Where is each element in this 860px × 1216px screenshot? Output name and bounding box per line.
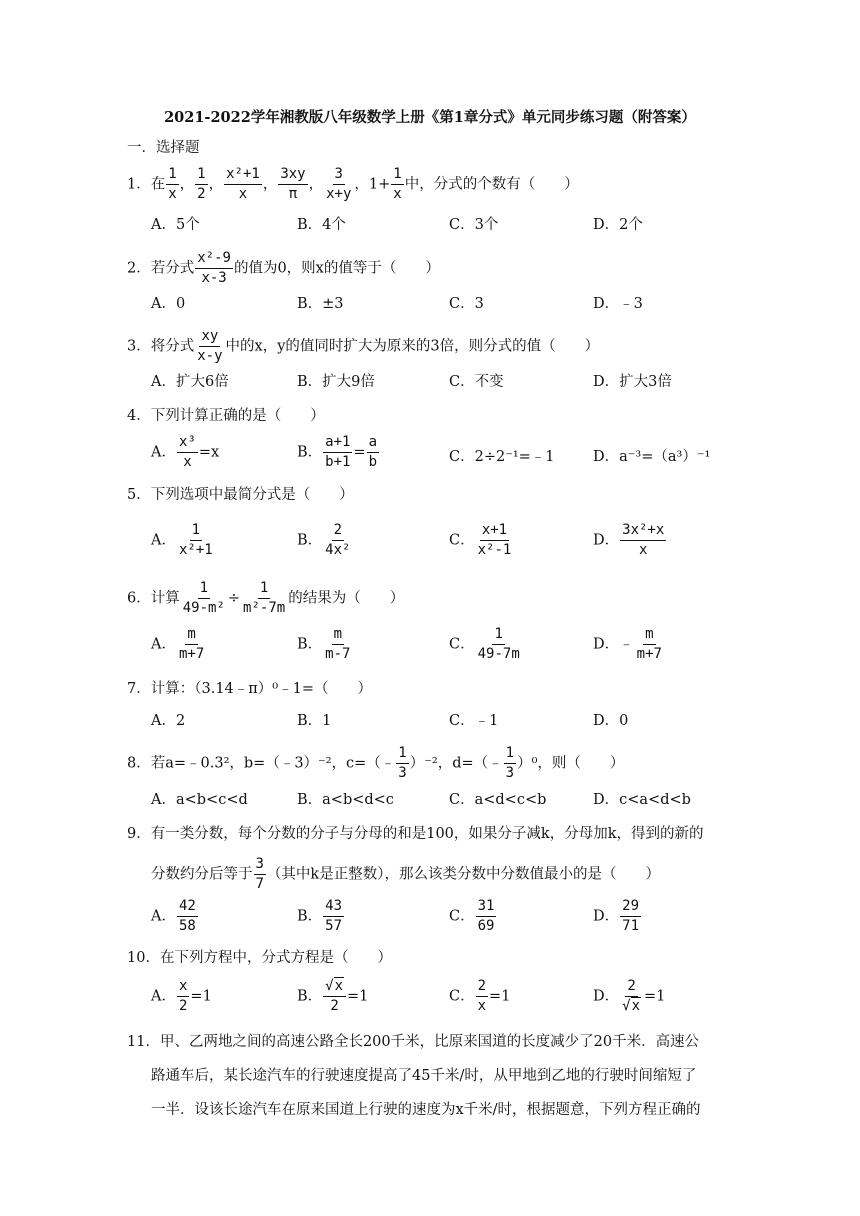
option-b: B． $\frac{m}{m-7}$ [297,626,351,662]
q-text: ）⁰，则（ ） [517,755,625,772]
question-3 [127,328,599,365]
option-c: C． $\frac{2}{x}$ =1 [449,978,511,1014]
option-a: A． $\frac{x}{2}$ =1 [151,978,212,1014]
fraction: $\frac{1}{\text{m²-7m}}$ [243,580,286,616]
option-a: A．扩大6倍 [151,374,229,390]
question-number: 7． [127,681,151,697]
fraction: $\frac{3}{x+y}$ [326,166,352,202]
question-number: 6． [127,590,151,607]
question-1 [127,166,579,203]
q-text: 的值为0，则x的值等于（ ） [233,260,440,277]
option-a: A． $\frac{42}{58}$ [151,898,196,934]
question-10 [127,946,392,967]
fraction: $\frac{xy}{x-y}$ [197,328,223,364]
sqrt-sign: √x [325,978,344,994]
q-text: 计算：（3.14﹣π）⁰﹣1=（ ） [150,681,372,697]
fraction: $\frac{1}{x}$ [393,166,402,202]
option-d: D．扩大3倍 [593,374,672,390]
option-d: D．﹣ $\frac{m}{m+7}$ [593,626,662,662]
q-text: 的结果为（ ） [288,590,405,607]
option-a: A． $\frac{m}{m+7}$ [151,626,205,662]
question-number: 4． [127,408,151,424]
fraction: $\frac{1}{2}$ [197,166,206,202]
page-title: 2021-2022学年湘教版八年级数学上册《第1章分式》单元同步练习题（附答案） [164,109,696,126]
option-c: C．﹣1 [449,713,499,729]
fraction: $\frac{3}{7}$ [255,856,264,892]
question-8 [127,745,624,782]
question-number: 11． [127,1034,160,1050]
question-5 [127,483,354,504]
option-b: B． $\frac{43}{57}$ [297,898,343,934]
option-d: D．﹣3 [593,296,643,312]
q-text: 若a=﹣0.3²，b=（﹣3）⁻²，c=（﹣ [150,755,396,772]
option-b: B．4个 [297,217,346,233]
q-text: 中的x，y的值同时扩大为原来的3倍，则分式的值（ ） [225,338,600,355]
q-text: 计算 [150,590,180,607]
option-c: C．3 [449,296,484,312]
option-b: B． $\frac{√x}{2}$ =1 [297,978,369,1014]
q-text: 甲、乙两地之间的高速公路全长200千米，比原来国道的长度减少了20千米．高速公 [159,1034,700,1050]
q-text: 在 [150,176,166,193]
q-text: 将分式 [150,338,195,355]
separator: ， [354,176,369,193]
fraction: $\frac{\text{x²-9}}{x-3}$ [197,250,231,286]
option-d: D． $\frac{2}{√x}$ =1 [593,978,666,1014]
q-text: ）⁻²，d=（﹣ [409,755,503,772]
question-number: 9． [127,826,151,842]
q-text: 分数约分后等于 [151,866,253,883]
q-text: 1+ [368,176,391,193]
option-c: C． $\frac{1}{49-7m}$ [449,626,520,662]
separator: ， [208,176,224,193]
option-d: D． $\frac{29}{71}$ [593,898,639,934]
fraction: $\frac{1}{3}$ [398,745,407,781]
option-a: A．5个 [151,217,200,233]
question-number: 10． [127,950,160,966]
separator: ， [262,176,278,193]
option-b: B．±3 [297,296,344,312]
question-7 [127,677,372,698]
option-b: B． $\frac{2}{\text{4x²}}$ [297,522,351,558]
option-d: D．c<a<d<b [593,792,691,808]
question-11-line-3: 一半．设该长途汽车在原来国道上行驶的速度为x千米/时，根据题意，下列方程正确的 [151,1102,701,1118]
option-c: C． $\frac{x+1}{\text{x²-1}}$ [449,522,512,558]
option-d: D．a⁻³=（a³）⁻¹ [593,449,711,465]
section-heading: 一．选择题 [127,140,200,156]
option-b: B． $\frac{a+1}{b+1}$ = $\frac{a}{b}$ [297,434,378,470]
option-c: C．3个 [449,217,499,233]
option-c: C．2÷2⁻¹=﹣1 [449,449,555,465]
fraction: $\frac{1}{x}$ [168,166,177,202]
option-c: C． $\frac{31}{69}$ [449,898,495,934]
q-text: 下列计算正确的是（ ） [150,408,325,424]
q-text: （其中k是正整数），那么该类分数中分数值最小的是（ ） [266,866,660,883]
q-text: 中，分式的个数有（ ） [404,176,579,193]
fraction: $\frac{3xy}{\pi}$ [280,166,306,202]
question-11-line-2: 路通车后，某长途汽车的行驶速度提高了45千米/时，从甲地到乙地的行驶时间缩短了 [151,1068,697,1084]
fraction: $\frac{\text{x²+1}}{x}$ [226,166,260,202]
option-a: A． $\frac{1}{\text{x²+1}}$ [151,522,213,558]
option-c: C．不变 [449,374,504,390]
option-b: B．扩大9倍 [297,374,375,390]
question-4 [127,404,325,425]
question-2 [127,250,440,287]
question-number: 1． [127,176,151,193]
option-a: A．0 [151,296,186,312]
option-a: A．2 [151,713,186,729]
separator: ， [308,176,324,193]
option-a: A． $\frac{\text{x³}}{x}$ =x [151,434,220,470]
divide-sign: ÷ [227,590,241,607]
option-a: A．a<b<c<d [151,792,248,808]
question-11 [127,1030,699,1051]
question-number: 2． [127,260,151,277]
option-d: D．0 [593,713,629,729]
question-number: 5． [127,487,151,503]
q-text: 在下列方程中，分式方程是（ ） [159,950,392,966]
fraction: $\frac{1}{3}$ [505,745,515,781]
option-d: D．2个 [593,217,643,233]
q-text: 下列选项中最简分式是（ ） [150,487,354,503]
q-text: 若分式 [150,260,195,277]
option-d: D． $\frac{\text{3x²+x}}{x}$ [593,522,665,558]
option-b: B．a<b<d<c [297,792,394,808]
fraction: $\frac{1}{\text{49-m²}}$ [182,580,225,616]
question-9 [127,822,703,843]
option-b: B．1 [297,713,332,729]
option-c: C．a<d<c<b [449,792,547,808]
question-9-line-2 [151,856,660,893]
question-number: 3． [127,338,151,355]
sqrt-sign: √x [622,998,641,1014]
question-6 [127,580,404,617]
q-text: 有一类分数，每个分数的分子与分母的和是100，如果分子减k，分母加k，得到的新的 [150,826,704,842]
separator: ， [179,176,195,193]
question-number: 8． [127,755,151,772]
